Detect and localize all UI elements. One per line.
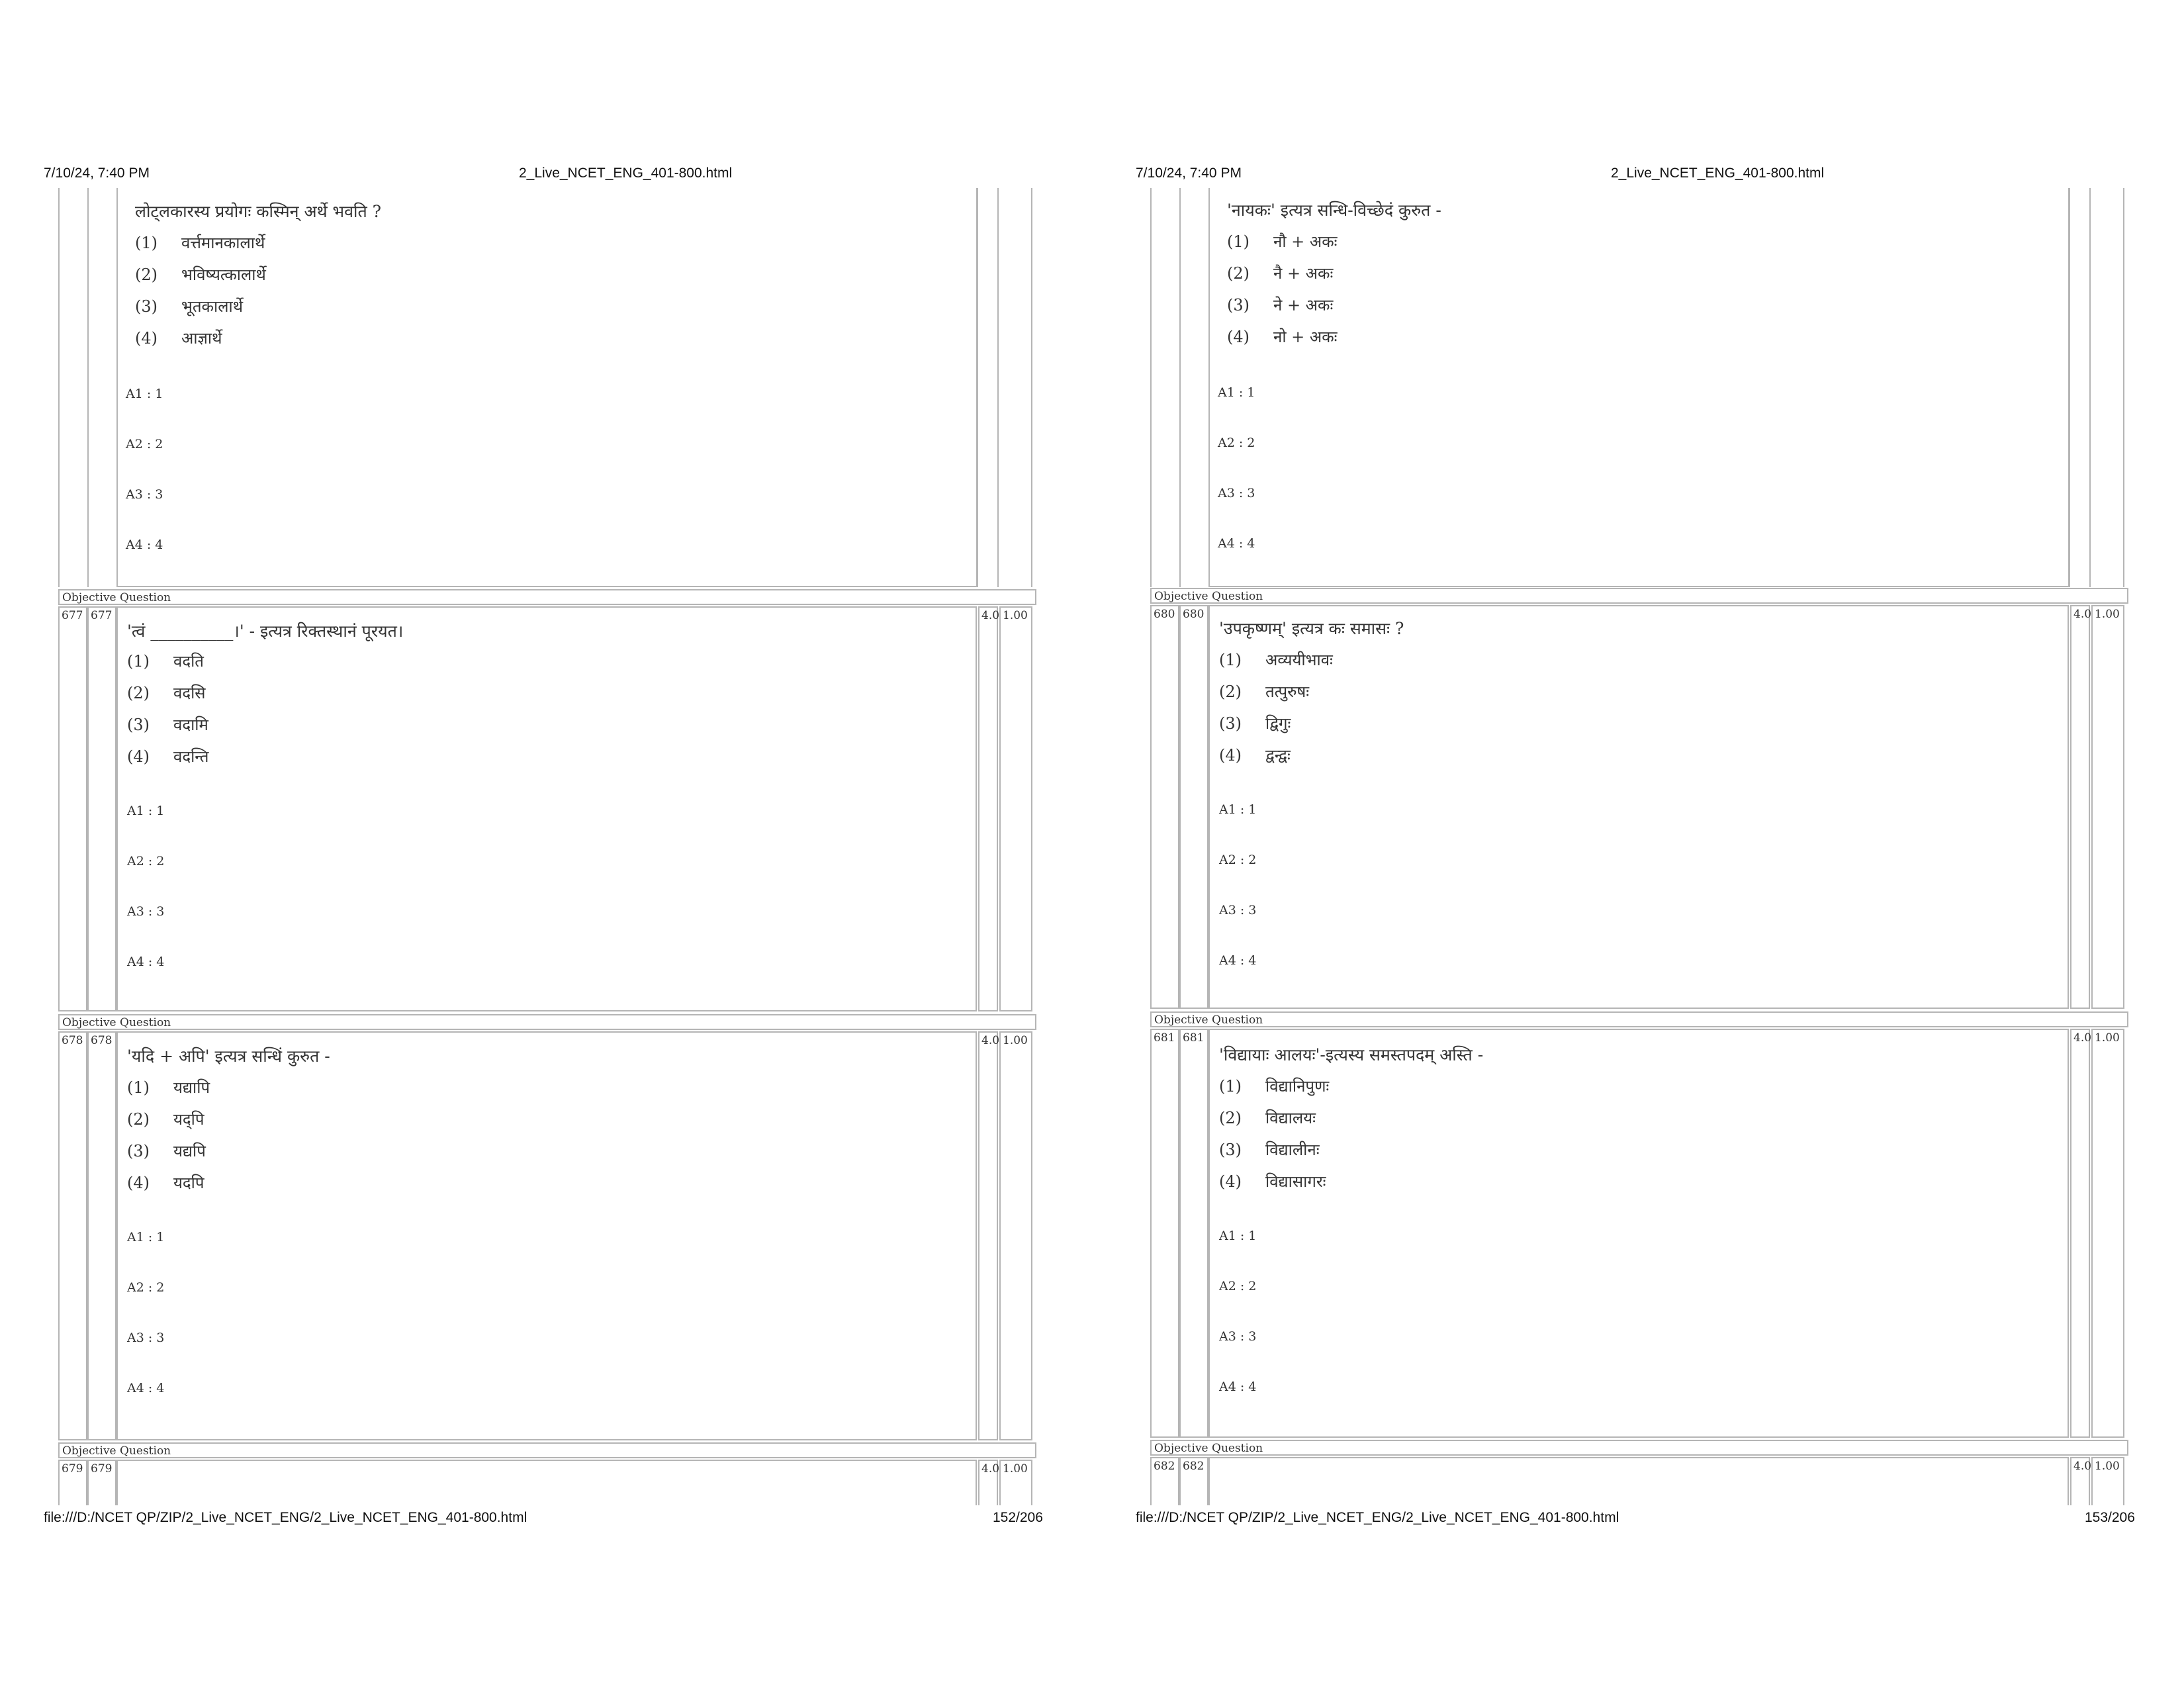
question-block-681 bbox=[1150, 1029, 2128, 1438]
question-body bbox=[1208, 1029, 2069, 1438]
answer-2: A2 : 2 bbox=[1219, 853, 1257, 867]
answer-1: A1 : 1 bbox=[127, 1230, 165, 1244]
answer-1: A1 : 1 bbox=[1219, 802, 1257, 817]
answer-3: A3 : 3 bbox=[1219, 1329, 1257, 1344]
option-2: (2) यद्पि bbox=[127, 1110, 205, 1129]
option-3: (3) यद्यपि bbox=[127, 1142, 206, 1160]
option-2: (2) नै + अकः bbox=[1227, 264, 1334, 283]
header-date: 7/10/24, 7:40 PM bbox=[44, 165, 150, 181]
serial-number: 682 bbox=[1150, 1457, 1179, 1505]
question-id: 679 bbox=[87, 1460, 116, 1505]
question-block-continued bbox=[58, 188, 1036, 587]
answer-4: A4 : 4 bbox=[1219, 953, 1257, 968]
answer-1: A1 : 1 bbox=[127, 804, 165, 818]
option-1: (1) अव्ययीभावः bbox=[1219, 651, 1333, 669]
option-3: (3) भूतकालार्थे bbox=[135, 297, 244, 316]
option-4: (4) नो + अकः bbox=[1227, 328, 1338, 346]
question-block-682 bbox=[1150, 1457, 2128, 1505]
answer-4: A4 : 4 bbox=[1218, 536, 1255, 551]
marks: 4.0 bbox=[2070, 1029, 2090, 1438]
question-table bbox=[1150, 188, 2128, 1505]
option-1: (1) यद्यापि bbox=[127, 1078, 210, 1097]
answer-1: A1 : 1 bbox=[1218, 385, 1255, 400]
marks: 4.0 bbox=[2070, 605, 2090, 1009]
negative-marks: 1.00 bbox=[2091, 1029, 2124, 1438]
negative-marks: 1.00 bbox=[2091, 605, 2124, 1009]
marks: 4.0 bbox=[978, 606, 998, 1011]
serial-number: 677 bbox=[58, 606, 87, 1011]
answer-3: A3 : 3 bbox=[127, 904, 165, 919]
negative-marks: 1.00 bbox=[2091, 1457, 2124, 1505]
serial-number: 678 bbox=[58, 1031, 87, 1440]
answer-4: A4 : 4 bbox=[127, 955, 165, 969]
marks: 4.0 bbox=[2070, 1457, 2090, 1505]
question-body bbox=[1208, 1457, 2069, 1505]
question-id: 678 bbox=[87, 1031, 116, 1440]
option-1: (1) विद्यानिपुणः bbox=[1219, 1077, 1330, 1096]
option-3: (3) द्विगुः bbox=[1219, 714, 1291, 733]
header-filename: 2_Live_NCET_ENG_401-800.html bbox=[1611, 165, 1825, 181]
option-2: (2) भविष्यत्कालार्थे bbox=[135, 265, 266, 284]
answer-2: A2 : 2 bbox=[127, 854, 165, 868]
option-4: (4) वदन्ति bbox=[127, 747, 209, 766]
answer-4: A4 : 4 bbox=[127, 1381, 165, 1395]
option-4: (4) आज्ञार्थे bbox=[135, 329, 222, 348]
question-type-label: Objective Question bbox=[58, 589, 1036, 605]
serial-number: 680 bbox=[1150, 605, 1179, 1009]
footer-path: file:///D:/NCET QP/ZIP/2_Live_NCET_ENG/2_Live_NCET_ENG_401-800.html bbox=[44, 1510, 527, 1525]
question-text: 'विद्यायाः आलयः'-इत्यस्य समस्तपदम् अस्ति - bbox=[1219, 1045, 1484, 1064]
question-table bbox=[58, 188, 1036, 1505]
header-filename: 2_Live_NCET_ENG_401-800.html bbox=[519, 165, 733, 181]
question-type-label: Objective Question bbox=[1150, 1440, 2128, 1456]
answer-1: A1 : 1 bbox=[1219, 1229, 1257, 1243]
question-id: 681 bbox=[1179, 1029, 1208, 1438]
marks: 4.0 bbox=[978, 1031, 998, 1440]
question-type-label: Objective Question bbox=[1150, 1011, 2128, 1027]
question-block-679 bbox=[58, 1460, 1036, 1505]
answer-2: A2 : 2 bbox=[126, 437, 163, 451]
option-1: (1) वर्त्तमानकालार्थे bbox=[135, 234, 265, 252]
serial-number: 681 bbox=[1150, 1029, 1179, 1438]
answer-3: A3 : 3 bbox=[127, 1331, 165, 1345]
option-4: (4) विद्यासागरः bbox=[1219, 1172, 1326, 1191]
question-text: 'त्वं __________।' - इत्यत्र रिक्तस्थानं पूरयत। bbox=[127, 622, 404, 641]
question-text: 'यदि + अपि' इत्यत्र सन्धिं कुरुत - bbox=[127, 1047, 330, 1066]
option-2: (2) वदसि bbox=[127, 684, 206, 702]
question-block-677 bbox=[58, 606, 1036, 1011]
option-4: (4) द्वन्द्वः bbox=[1219, 746, 1291, 765]
question-id: 677 bbox=[87, 606, 116, 1011]
option-3: (3) विद्यालीनः bbox=[1219, 1141, 1320, 1159]
serial-number: 679 bbox=[58, 1460, 87, 1505]
question-id: 682 bbox=[1179, 1457, 1208, 1505]
option-3: (3) ने + अकः bbox=[1227, 296, 1334, 314]
option-3: (3) वदामि bbox=[127, 716, 208, 734]
answer-4: A4 : 4 bbox=[1219, 1380, 1257, 1394]
negative-marks: 1.00 bbox=[999, 1460, 1032, 1505]
answer-1: A1 : 1 bbox=[126, 387, 163, 401]
footer-path: file:///D:/NCET QP/ZIP/2_Live_NCET_ENG/2_Live_NCET_ENG_401-800.html bbox=[1136, 1510, 1619, 1525]
footer-page-number: 153/206 bbox=[2085, 1510, 2135, 1525]
question-text: 'नायकः' इत्यत्र सन्धि-विच्छेदं कुरुत - bbox=[1227, 201, 1441, 220]
question-block-680 bbox=[1150, 605, 2128, 1009]
answer-3: A3 : 3 bbox=[1219, 903, 1257, 917]
question-text: लोट्लकारस्य प्रयोगः कस्मिन् अर्थे भवति ? bbox=[135, 202, 382, 221]
header-date: 7/10/24, 7:40 PM bbox=[1136, 165, 1242, 181]
answer-4: A4 : 4 bbox=[126, 538, 163, 552]
negative-marks: 1.00 bbox=[999, 1031, 1032, 1440]
question-type-label: Objective Question bbox=[58, 1442, 1036, 1458]
option-2: (2) विद्यालयः bbox=[1219, 1109, 1316, 1127]
question-block-678 bbox=[58, 1031, 1036, 1440]
answer-2: A2 : 2 bbox=[1218, 436, 1255, 450]
question-type-label: Objective Question bbox=[58, 1014, 1036, 1030]
answer-2: A2 : 2 bbox=[127, 1280, 165, 1295]
question-type-label: Objective Question bbox=[1150, 588, 2128, 604]
answer-3: A3 : 3 bbox=[126, 487, 163, 502]
answer-2: A2 : 2 bbox=[1219, 1279, 1257, 1293]
option-2: (2) तत्पुरुषः bbox=[1219, 682, 1310, 701]
option-4: (4) यदपि bbox=[127, 1174, 205, 1192]
question-block-continued bbox=[1150, 188, 2128, 587]
question-body bbox=[116, 606, 977, 1011]
question-body bbox=[1208, 605, 2069, 1009]
question-body bbox=[116, 1031, 977, 1440]
answer-3: A3 : 3 bbox=[1218, 486, 1255, 500]
option-1: (1) वदति bbox=[127, 652, 204, 671]
option-1: (1) नौ + अकः bbox=[1227, 232, 1338, 251]
question-text: 'उपकृष्णम्' इत्यत्र कः समासः ? bbox=[1219, 619, 1404, 638]
footer-page-number: 152/206 bbox=[993, 1510, 1043, 1525]
marks: 4.0 bbox=[978, 1460, 998, 1505]
negative-marks: 1.00 bbox=[999, 606, 1032, 1011]
question-body bbox=[116, 1460, 977, 1505]
question-id: 680 bbox=[1179, 605, 1208, 1009]
page-right bbox=[1092, 0, 2184, 1688]
